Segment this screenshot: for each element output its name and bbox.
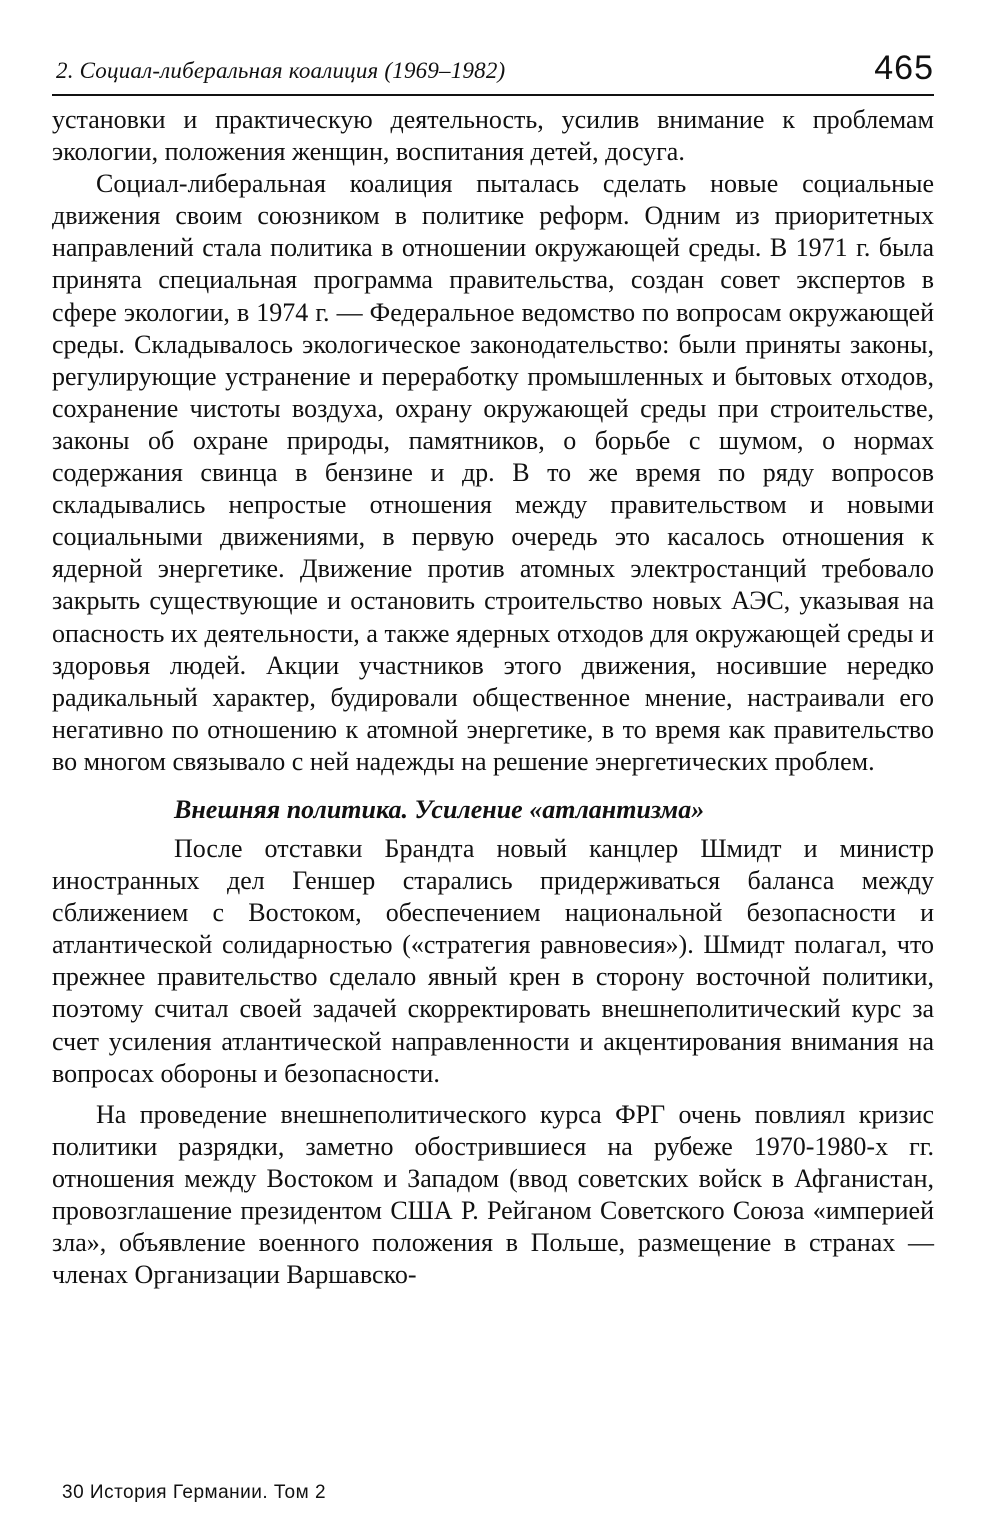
paragraph-continued: установки и практическую деятельность, усилив внимание к проблемам экологии, положения женщин, воспитания детей, досуга. [52, 105, 934, 167]
paragraph-detente-crisis: На проведение внешнеполитического курса ФРГ очень повлиял кризис политики разрядки, заметно обострившиеся на рубеже 1970-1980-х гг. отношения между Востоком и Западом (ввод советских войск в Афганистан, провозглашение президентом США Р. Рейганом Советского Союза «империей зла», объявление военного положения в Польше, размещение в странах — членах Организации Варшавско- [52, 1099, 934, 1290]
paragraph-foreign-policy: После отставки Брандта новый канцлер Шмидт и министр иностранных дел Геншер старались придерживаться баланса между сближением с Востоком, обеспечением национальной безопасности и атлантической солидарностью («стратегия равновесия»). Шмидт полагал, что прежнее правительство сделало явный крен в сторону восточной политики, поэтому считал своей задачей скорректировать внешнеполитический курс за счет усиления атлантической направленности и акцентирования внимания на вопросах обороны и безопасности. [52, 833, 934, 1088]
printer-signature: 30 История Германии. Том 2 [62, 1482, 327, 1503]
running-header [52, 38, 934, 96]
body-text [52, 104, 934, 1291]
page-number: 465 [874, 49, 934, 87]
paragraph-ecology: Социал-либеральная коалиция пыталась сделать новые социальные движения своим союзником в политике реформ. Одним из приоритетных направлений стала политика в отношении окружающей среды. В 1971 г. была принята специальная программа правительства, создан совет экспертов в сфере экологии, в 1974 г. — Федеральное ведомство по вопросам окружающей среды. Складывалось экологическое законодательство: были приняты законы, регулирующие устранение и переработку промышленных и бытовых отходов, сохранение чистоты воздуха, охрану окружающей среды при строительстве, законы об охране природы, памятников, о борьбе с шумом, о нормах содержания свинца в бензине и др. В то же время по ряду вопросов складывались непростые отношения между правительством и новыми социальными движениями, в первую очередь это касалось отношения к ядерной энергетике. Движение против атомных электростанций требовало закрыть существующие и остановить строительство новых АЭС, указывая на опасность их деятельности, а также ядерных отходов для окружающей среды и здоровья людей. Акции участников этого движения, носившие нередко радикальный характер, будировали общественное мнение, настраивали его негативно по отношению к атомной энергетике, в то время как правительство во многом связывало с ней надежды на решение энергетических проблем. [52, 169, 934, 776]
running-title: 2. Социал-либеральная коалиция (1969–1982) [56, 58, 506, 83]
book-page [52, 38, 934, 1291]
section-heading: Внешняя политика. Усиление «атлантизма» [174, 794, 705, 824]
